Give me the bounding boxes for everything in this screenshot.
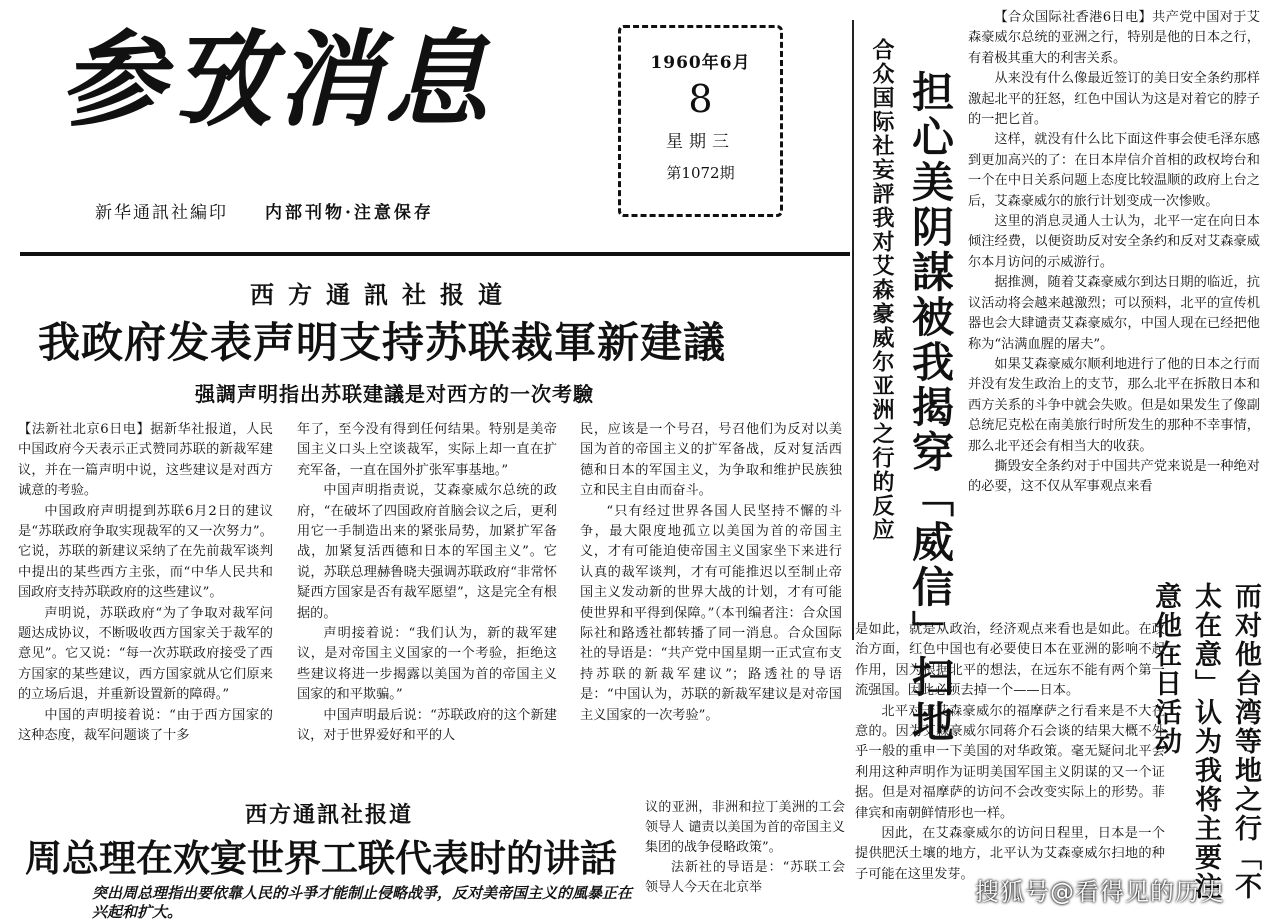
- paragraph: 撕毁安全条约对于中国共产党来说是一种绝对的必要，这不仅从军事观点来看: [968, 458, 1260, 495]
- date-year-month: 1960年6月: [650, 53, 751, 73]
- paragraph: 法新社的导语是：“苏联工会领导人今天在北京举: [645, 860, 845, 895]
- paragraph: 这里的消息灵通人士认为，北平一定在向日本倾注经费，以便资助反对安全条约和反对艾森豪威尔本月访问的示威游行。: [968, 214, 1260, 270]
- article3-headline: 担心美阴謀被我揭穿「威信」扫地: [906, 70, 955, 745]
- date-box: [618, 25, 783, 217]
- column-divider: [852, 20, 854, 640]
- date-day: 8: [688, 77, 713, 121]
- paragraph: 中国声明最后说：“苏联政府的这个新建议，对于世界爱好和平的人: [297, 707, 557, 744]
- paragraph: 声明说，苏联政府“为了争取对裁军问题达成协议，不断吸收西方国家关于裁军的意见”。它又说：“每一次苏联政府接受了西方国家的某些建议，西方国家就从它们原来的立场后退，并重新设置新的障碍。”: [18, 605, 273, 703]
- article2-headline: 周总理在欢宴世界工联代表时的讲話: [25, 836, 617, 880]
- paragraph: 议的亚洲，非洲和拉丁美洲的工会领导人 谴责以美国为首的帝国主义集团的战争侵略政策”。: [645, 800, 845, 855]
- publisher-label: 新华通訊社編印: [95, 203, 228, 223]
- paragraph: 年了，至今没有得到任何结果。特别是美帝国主义口头上空谈裁军，实际上却一直在扩充军备，一直在国外扩张军事基地。”: [297, 422, 557, 478]
- internal-notice: 内部刊物·注意保存: [265, 203, 434, 223]
- masthead-divider: [20, 252, 850, 256]
- paragraph: 中国的声明接着说：“由于西方国家的这种态度，裁军问题谈了十多: [18, 707, 273, 744]
- paragraph: “只有经过世界各国人民坚持不懈的斗争，最大限度地孤立以美国为首的帝国主义，才有可能迫使帝国主义国家坐下来进行认真的裁军谈判，才有可能推迟以至制止帝国主义发动新的世界大战的计划，才有可能使世界和平得到保障。”（本刊编者注：合众国际社和路透社都转播了同一消息。合众国际社的导语是：“共产党中国星期一正式宣布支持苏联的新裁军建议”；路透社的导语是：“中国认为，苏联的新裁军建议是对帝国主义国家的一次考验”。: [580, 503, 842, 723]
- article1-source-label: 西方通訊社报道: [250, 280, 516, 309]
- article3-source-label: 合众国际社妄評我对艾森豪威尔亚洲之行的反应: [869, 38, 895, 542]
- article1-column-2: [297, 420, 557, 785]
- paragraph: 【法新社北京6日电】据新华社报道，人民中国政府今天表示正式赞同苏联的新裁军建议，并在一篇声明中说，这些建议是对西方诚意的考验。: [18, 422, 273, 499]
- paragraph: 据推测，随着艾森豪威尔到达日期的临近，抗议活动将会越来越激烈；可以预料，北平的宣传机器也会大肆谴责艾森豪威尔，中国人现在已经把他称为“沾满血腥的屠夫”。: [968, 275, 1260, 352]
- article1-subheadline: 强調声明指出苏联建議是对西方的一次考驗: [195, 382, 594, 406]
- paragraph: 声明接着说：“我们认为，新的裁军建议，是对帝国主义国家的一个考验，拒绝这些建议将进一步揭露以美国为首的帝国主义国家的和平欺骗。”: [297, 626, 557, 703]
- article4-headline: 而对他台湾等地之行「不太在意」认为我将主要注意他在日活动: [1150, 582, 1261, 901]
- paragraph: 中国声明指责说，艾森豪威尔总统的政府，“在破坏了四国政府首脑会议之后，更利用它一手制造出来的紧张局势，加紧扩军备战，加紧复活西德和日本的军国主义”。它说，苏联总理赫鲁晓夫强调苏联政府“非常怀疑西方国家是否有裁军愿望”，这是完全有根据的。: [297, 483, 557, 621]
- article2-column: [645, 798, 845, 920]
- paragraph: 是如此，就是从政治，经济观点来看也是如此。在政治方面，红色中国也有必要使日本在亚洲的影响不起作用，因为根据北平的想法，在远东不能有两个第一流强国。因此必须去掉一个——日本。: [855, 622, 1165, 699]
- article2-subheadline: 突出周总理指出要依靠人民的斗爭才能制止侵略战爭，反对美帝国主义的風暴正在兴起和扩大。: [92, 884, 633, 921]
- issue-number: 第1072期: [666, 164, 735, 182]
- article1-column-1: [18, 420, 273, 785]
- paragraph: 民，应该是一个号召，号召他们为反对以美国为首的帝国主义的扩军备战，反对复活西德和日本的军国主义，为争取和维护民族独立和民主自由而奋斗。: [580, 422, 842, 499]
- date-weekday: 星期三: [666, 132, 735, 152]
- paragraph: 北平对于艾森豪威尔的福摩萨之行看来是不大在意的。因为艾森豪威尔同蒋介石会谈的结果大概不外乎一般的重申一下美国的对华政策。毫无疑问北平会利用这种声明作为证明美国军国主义阴谋的又一个证据。但是对福摩萨的访问不会改变实际上的形势。菲律宾和南朝鲜情形也一样。: [855, 703, 1165, 821]
- paragraph: 如果艾森豪威尔顺利地进行了他的日本之行而并没有发生政治上的支节，那么北平在拆散日本和西方关系的斗争中就会失败。但是如果发生了像副总统尼克松在南美旅行时所发生的那种不幸事情，那么北平还会有相当大的收获。: [968, 356, 1260, 454]
- paragraph: 这样，就没有什么比下面这件事会使毛泽东感到更加高兴的了：在日本岸信介首相的政权垮台和一个在中日关系问题上态度比较温顺的政府上台之后，艾森豪威尔的旅行计划变成一次惨败。: [968, 132, 1260, 209]
- article1-headline: 我政府发表声明支持苏联裁軍新建議: [38, 318, 727, 367]
- article3-column-right: [968, 8, 1260, 613]
- article1-column-3: [580, 420, 842, 785]
- paragraph: 因此，在艾森豪威尔的访问日程里，日本是一个提供肥沃土壤的地方，北平认为艾森豪威尔扫地的种子可能在这里发芽。: [855, 826, 1165, 882]
- watermark: 搜狐号@看得见的历史: [975, 878, 1225, 906]
- article2-source-label: 西方通訊社报道: [245, 802, 414, 828]
- paragraph: 【合众国际社香港6日电】共产党中国对于艾森豪威尔总统的亚洲之行，特别是他的日本之行，有着极其重大的利害关系。: [968, 10, 1260, 66]
- masthead-title: 参攷消息: [60, 18, 493, 141]
- paragraph: 中国政府声明提到苏联6月2日的建议是“苏联政府争取实现裁军的又一次努力”。它说，苏联的新建议采纳了在先前裁军谈判中提出的某些西方主张，而“中华人民共和国政府支持苏联政府的这些建议”。: [18, 503, 273, 601]
- paragraph: 从来没有什么像最近签订的美日安全条约那样激起北平的狂怒，红色中国认为这是对着它的脖子的一把匕首。: [968, 71, 1260, 128]
